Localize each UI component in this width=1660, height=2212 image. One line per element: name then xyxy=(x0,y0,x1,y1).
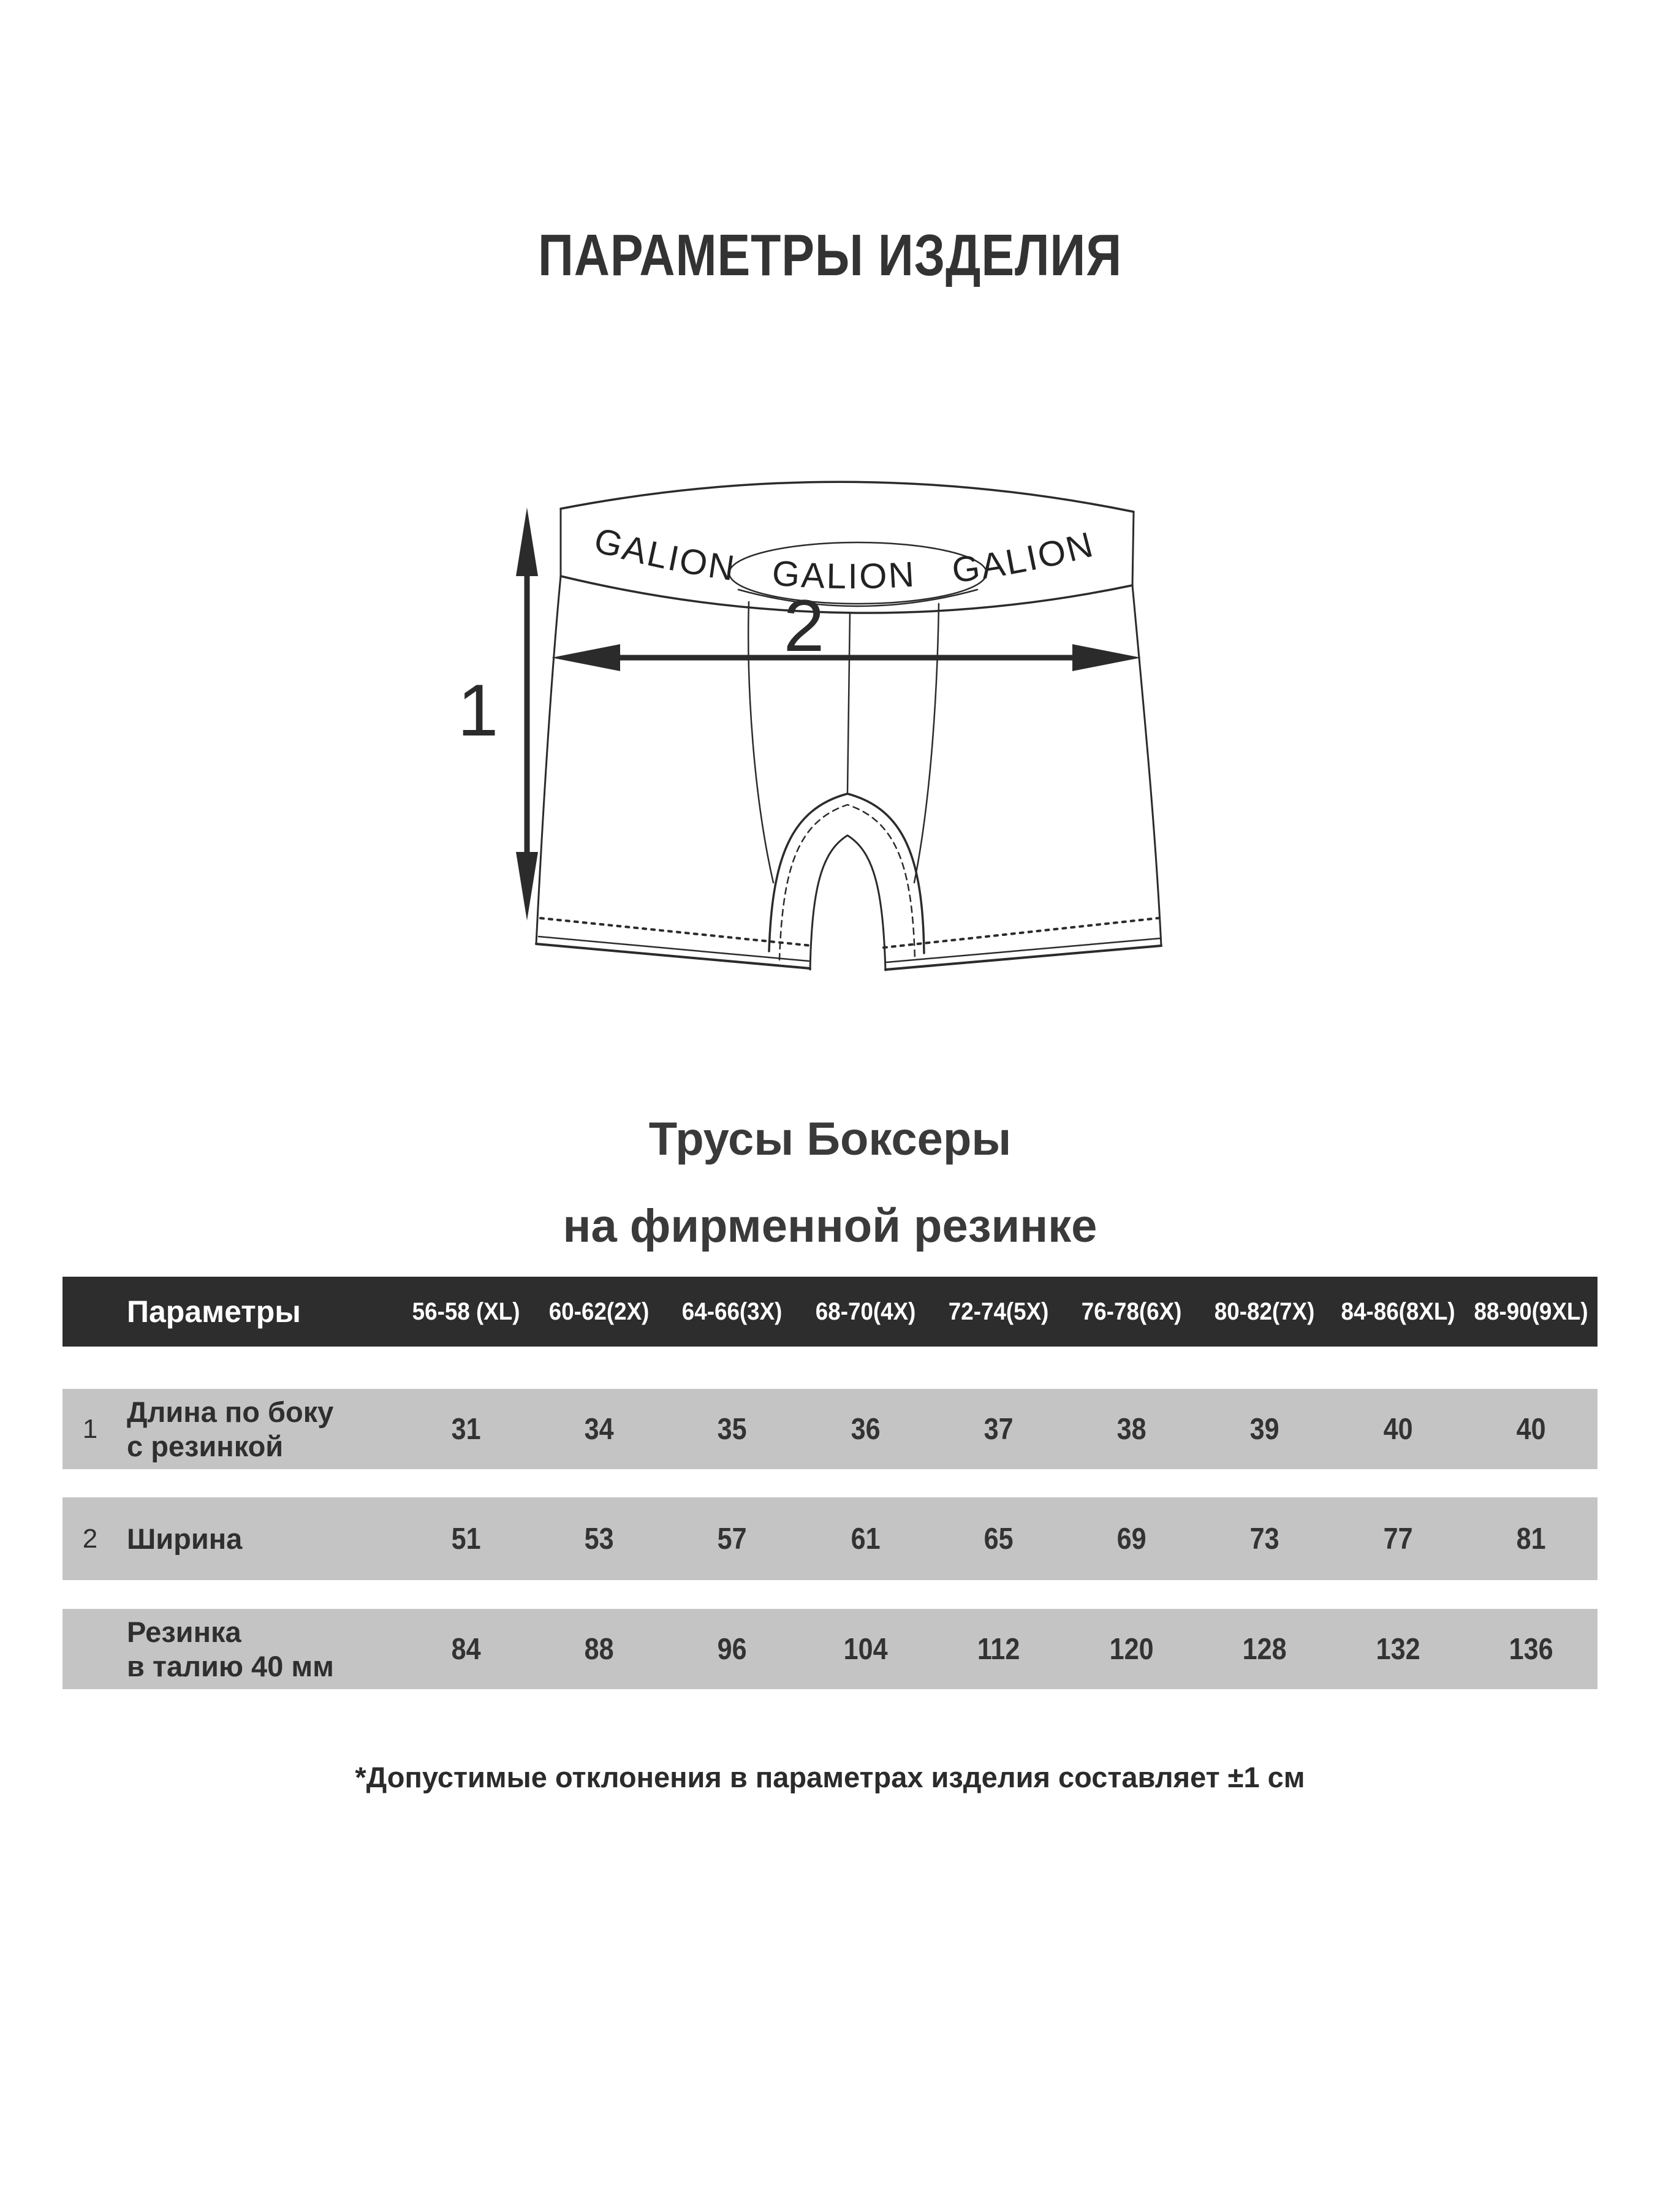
boxer-briefs-drawing xyxy=(429,429,1195,1042)
value-cell: 40 xyxy=(1516,1412,1546,1446)
dim-2-label: 2 xyxy=(783,585,825,667)
value-cell: 61 xyxy=(851,1522,881,1556)
value-cell: 136 xyxy=(1509,1632,1553,1666)
size-table-header xyxy=(63,1277,1597,1347)
value-cell: 57 xyxy=(718,1522,748,1556)
value-cell: 73 xyxy=(1249,1522,1279,1556)
table-row xyxy=(63,1609,1597,1689)
value-cell: 81 xyxy=(1516,1522,1546,1556)
table-row xyxy=(63,1389,1597,1469)
header-parameters-label: Параметры xyxy=(127,1294,301,1329)
row-label: Резинка в талию 40 мм xyxy=(127,1616,334,1682)
dimension-arrow-1 xyxy=(458,507,538,921)
product-subtitle xyxy=(0,1096,1660,1270)
value-cell: 88 xyxy=(584,1632,614,1666)
value-cell: 96 xyxy=(718,1632,748,1666)
value-cell: 40 xyxy=(1383,1412,1413,1446)
dim-1-label: 1 xyxy=(457,669,499,751)
size-header-cell: 60-62(2X) xyxy=(549,1298,650,1325)
value-cell: 112 xyxy=(977,1632,1020,1666)
subtitle-line-1: Трусы Боксеры xyxy=(648,1113,1012,1165)
subtitle-line-2: на фирменной резинке xyxy=(563,1200,1097,1252)
value-cell: 128 xyxy=(1242,1632,1287,1666)
size-header-cell: 84-86(8XL) xyxy=(1341,1298,1455,1325)
value-cell: 37 xyxy=(983,1412,1014,1446)
value-cell: 35 xyxy=(718,1412,748,1446)
value-cell: 69 xyxy=(1116,1522,1146,1556)
dimension-arrow-2 xyxy=(551,585,1141,671)
row-number: 1 xyxy=(82,1413,98,1444)
tolerance-footnote: *Допустимые отклонения в параметрах изделия составляет ±1 см xyxy=(355,1761,1305,1793)
size-header-cell: 68-70(4X) xyxy=(815,1298,916,1325)
value-cell: 65 xyxy=(983,1522,1014,1556)
page-title: ПАРАМЕТРЫ ИЗДЕЛИЯ xyxy=(538,222,1122,288)
size-header-cell: 72-74(5X) xyxy=(948,1298,1049,1325)
table-row xyxy=(63,1497,1597,1580)
row-label: Ширина xyxy=(127,1522,243,1555)
value-cell: 77 xyxy=(1383,1522,1413,1556)
size-header-cell: 76-78(6X) xyxy=(1081,1298,1182,1325)
value-cell: 39 xyxy=(1249,1412,1279,1446)
waistband-brand-text: GALION GALION GALION xyxy=(589,520,1099,597)
product-diagram xyxy=(429,429,1195,1042)
value-cell: 36 xyxy=(851,1412,881,1446)
size-header-cell: 64-66(3X) xyxy=(682,1298,783,1325)
row-number: 2 xyxy=(82,1523,98,1554)
size-header-cell: 88-90(9XL) xyxy=(1474,1298,1588,1325)
value-cell: 104 xyxy=(843,1632,888,1666)
value-cell: 34 xyxy=(584,1412,614,1446)
size-table xyxy=(63,1277,1597,1689)
size-header-cell: 56-58 (XL) xyxy=(412,1298,520,1325)
row-label: Длина по боку с резинкой xyxy=(127,1396,334,1462)
value-cell: 38 xyxy=(1116,1412,1146,1446)
value-cell: 84 xyxy=(451,1632,481,1666)
value-cell: 53 xyxy=(584,1522,614,1556)
value-cell: 51 xyxy=(451,1522,481,1556)
value-cell: 132 xyxy=(1376,1632,1420,1666)
value-cell: 120 xyxy=(1109,1632,1154,1666)
value-cell: 31 xyxy=(451,1412,481,1446)
size-header-cell: 80-82(7X) xyxy=(1215,1298,1315,1325)
